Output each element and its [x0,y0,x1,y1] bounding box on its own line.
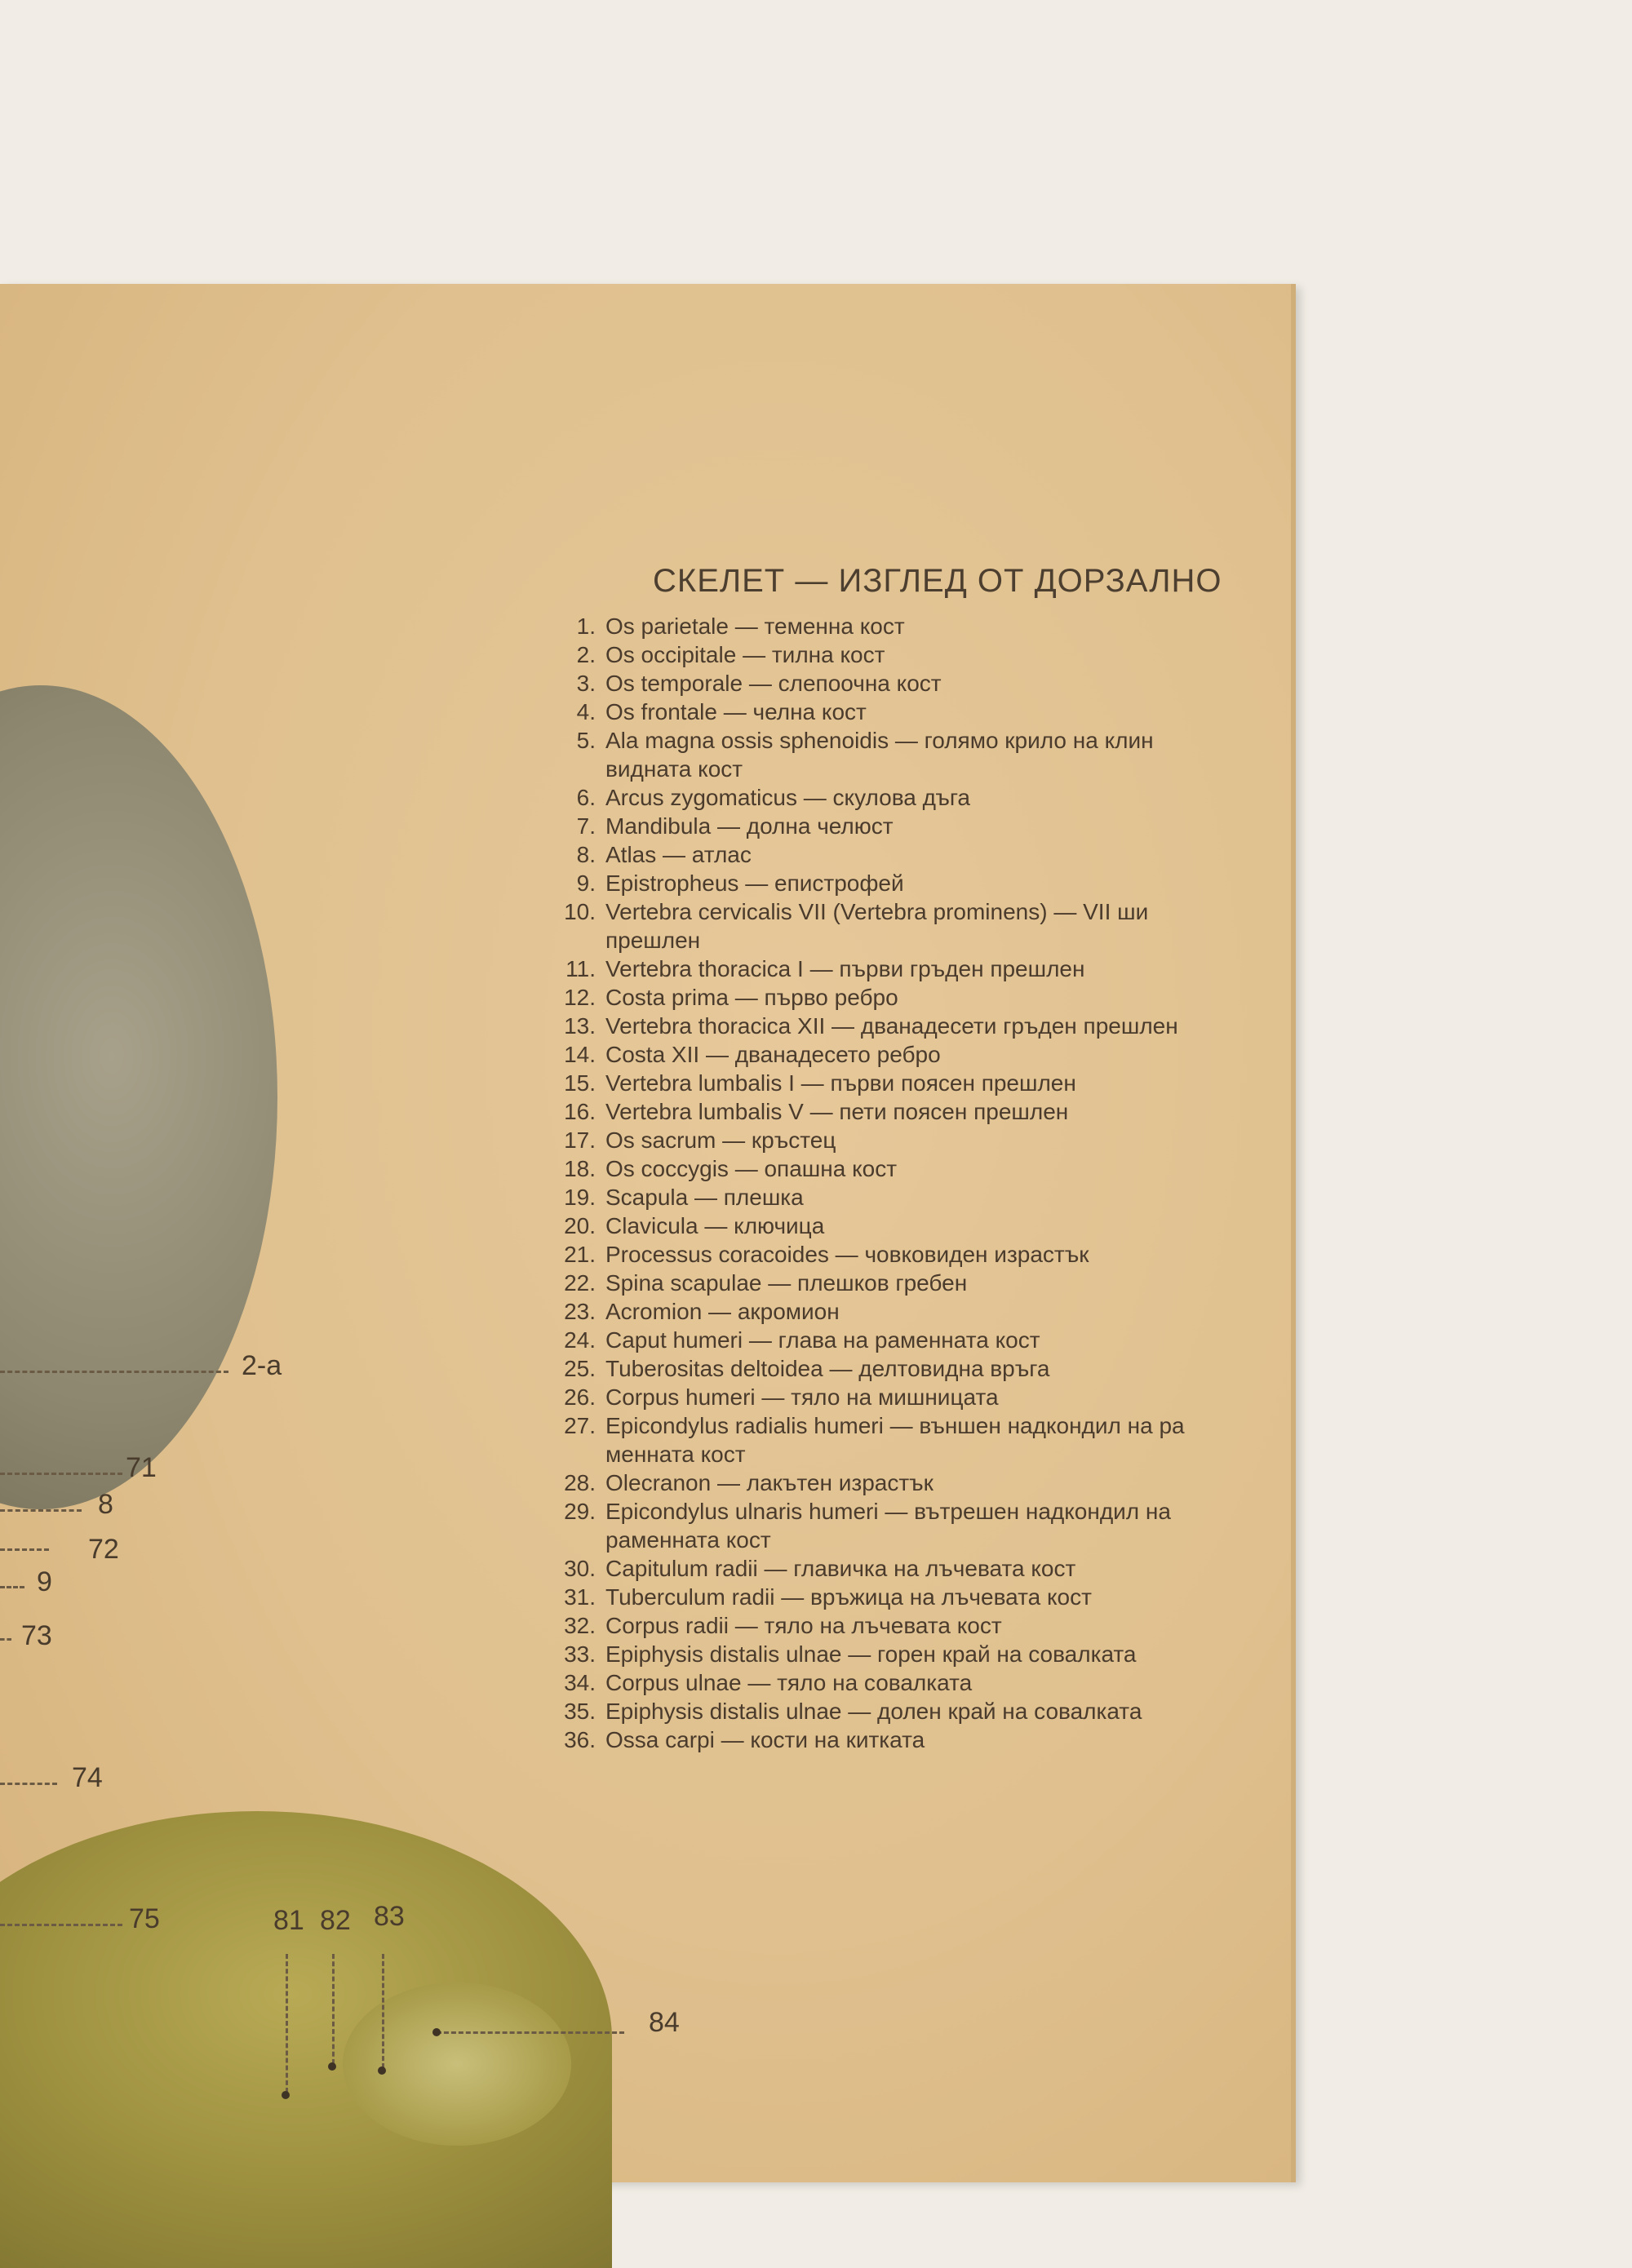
legend-item-text: Vertebra lumbalis V — пети поясен прешлен [605,1099,1069,1124]
legend-item-text: Clavicula — ключица [605,1213,825,1238]
legend-item-text: Vertebra cervicalis VII (Vertebra prominens) — VII ши [605,899,1149,924]
legend-title: СКЕЛЕТ — ИЗГЛЕД ОТ ДОРЗАЛНО [653,563,1222,599]
legend-item-text: Caput humeri — глава на раменната кост [605,1327,1040,1353]
leader-line-82 [332,1954,335,2064]
legend-item-text: Scapula — плешка [605,1185,804,1210]
legend-item [555,1468,1293,1497]
leader-dot-84 [432,2028,441,2036]
legend-item [555,1383,1293,1411]
legend-item-number: 24. [564,1327,596,1353]
legend-item-number: 4. [576,699,596,724]
legend-item-text: Corpus ulnae — тяло на совалката [605,1670,973,1695]
leader-dot-82 [328,2062,336,2071]
legend-item-number: 11. [565,956,596,981]
legend-item-text: Ala magna ossis sphenoidis — голямо крило на клин [605,728,1154,753]
legend-item-number: 17. [564,1127,596,1153]
legend-item-text: Ossa carpi — кости на китката [605,1727,925,1752]
legend-item [555,783,1293,812]
legend-item-text: Olecranon — лакътен израстък [605,1470,934,1495]
leader-line-83 [382,1954,384,2068]
callout-75: 75 [129,1903,160,1934]
legend-item-continuation: прешлен [605,928,701,953]
legend-item-number: 32. [564,1613,596,1638]
callout-82: 82 [320,1905,351,1936]
legend-item [555,840,1293,869]
legend-item [555,1040,1293,1069]
legend-item-text: Acromion — акромион [605,1299,840,1324]
legend-item [555,1640,1293,1668]
legend-item-number: 31. [564,1584,596,1610]
legend-item-number: 36. [564,1727,596,1752]
legend-item-text: Os occipitale — тилна кост [605,642,885,667]
legend-item [555,1212,1293,1240]
legend-item-number: 30. [564,1556,596,1581]
legend-item [555,640,1293,669]
legend-item-text: Vertebra thoracica XII — дванадесети гръден прешлен [605,1013,1178,1039]
leader-line-74 [0,1783,57,1785]
legend-item [555,1583,1293,1611]
legend-item-number: 21. [564,1242,596,1267]
leader-line-75 [0,1924,122,1926]
legend-item-number: 26. [564,1384,596,1410]
callout-74: 74 [72,1762,103,1793]
legend-item-text: Costa XII — дванадесето ребро [605,1042,941,1067]
legend-item-number: 12. [564,985,596,1010]
legend-item-number: 16. [564,1099,596,1124]
legend-item-text: Os parietale — теменна кост [605,614,905,639]
legend-item [555,1069,1293,1097]
legend-item-text: Epiphysis distalis ulnae — долен край на совалката [605,1699,1142,1724]
legend-item [555,897,1293,926]
legend-item-number: 7. [576,813,596,839]
legend-item-continuation: видната кост [605,756,743,782]
legend-item-text: Os sacrum — кръстец [605,1127,836,1153]
legend-item-number: 29. [564,1499,596,1524]
legend-item [555,1240,1293,1269]
legend-item [555,812,1293,840]
legend-item [555,1697,1293,1725]
legend-item-number: 2. [576,642,596,667]
leader-dot-83 [378,2066,386,2075]
legend-item-continuation: раменната кост [605,1527,771,1553]
legend-list [555,612,1293,1754]
legend-item-number: 33. [564,1641,596,1667]
legend-item [555,1497,1293,1526]
leader-line-2a [0,1371,228,1373]
legend-item [555,669,1293,698]
legend-item-number: 19. [564,1185,596,1210]
legend-item-text: Tuberositas deltoidea — делтовидна връга [605,1356,1050,1381]
legend-item-text: Epiphysis distalis ulnae — горен край на совалката [605,1641,1137,1667]
legend-item-text: Atlas — атлас [605,842,752,867]
callout-83: 83 [374,1901,405,1932]
legend-item-number: 15. [564,1070,596,1096]
legend-item [555,1183,1293,1212]
legend-item-text: Epistropheus — епистрофей [605,870,904,896]
legend-item [555,1297,1293,1326]
legend-item [555,1269,1293,1297]
legend-item-number: 22. [564,1270,596,1296]
legend-item-number: 23. [564,1299,596,1324]
legend-item [555,1411,1293,1440]
callout-71: 71 [126,1452,157,1483]
legend-item-text: Processus coracoides — човковиден израстък [605,1242,1089,1267]
leader-dot-81 [282,2091,290,2099]
callout-72: 72 [88,1534,119,1565]
legend-item-text: Tuberculum radii — връжица на лъчевата кост [605,1584,1092,1610]
legend-item-continuation: менната кост [605,1442,746,1467]
callout-9: 9 [37,1566,52,1597]
legend-item-number: 1. [576,614,596,639]
legend-item [555,983,1293,1012]
leader-line-71 [0,1473,122,1475]
callout-73: 73 [21,1620,52,1651]
legend-item-number: 5. [576,728,596,753]
leader-line-8 [0,1509,82,1512]
legend-item-text: Os temporale — слепоочна кост [605,671,942,696]
legend-item [555,1354,1293,1383]
legend-item-number: 27. [564,1413,596,1438]
legend-item-text: Corpus humeri — тяло на мишницата [605,1384,999,1410]
legend-item-number: 20. [564,1213,596,1238]
legend-item [555,1097,1293,1126]
legend-item [555,698,1293,726]
legend-item-number: 9. [576,870,596,896]
legend-item [555,1326,1293,1354]
legend-item [555,869,1293,897]
legend-item-number: 13. [564,1013,596,1039]
carpal-bones-illustration [343,1982,571,2146]
legend-item-text: Arcus zygomaticus — скулова дъга [605,785,971,810]
legend-item-text: Epicondylus ulnaris humeri — вътрешен надкондил на [605,1499,1171,1524]
legend-item-number: 8. [576,842,596,867]
callout-81: 81 [273,1905,304,1936]
legend-item-number: 28. [564,1470,596,1495]
legend-item-number: 18. [564,1156,596,1181]
legend-item [555,1668,1293,1697]
legend-item-text: Os frontale — челна кост [605,699,867,724]
legend-item-number: 6. [576,785,596,810]
callout-2a: 2-a [242,1350,282,1381]
legend-item-text: Vertebra thoracica I — първи гръден прешлен [605,956,1085,981]
legend-item-number: 14. [564,1042,596,1067]
legend-item [555,1554,1293,1583]
leader-line-9 [0,1586,24,1588]
legend-item [555,955,1293,983]
legend-item-text: Capitulum radii — главичка на лъчевата кост [605,1556,1076,1581]
leader-line-84 [437,2031,624,2034]
legend-item-number: 35. [564,1699,596,1724]
legend-item [555,1725,1293,1754]
legend-item-number: 10. [564,899,596,924]
legend-item-text: Vertebra lumbalis I — първи поясен прешлен [605,1070,1076,1096]
legend-item [555,1126,1293,1154]
legend-item [555,612,1293,640]
legend-item [555,1154,1293,1183]
callout-8: 8 [98,1489,113,1520]
legend-item-text: Corpus radii — тяло на лъчевата кост [605,1613,1002,1638]
legend-item-text: Spina scapulae — плешков гребен [605,1270,968,1296]
legend-item [555,1611,1293,1640]
legend-item [555,726,1293,755]
callout-84: 84 [649,2007,680,2038]
legend-item [555,1012,1293,1040]
legend-item-text: Mandibula — долна челюст [605,813,894,839]
leader-line-73 [0,1638,11,1641]
legend-item-number: 25. [564,1356,596,1381]
legend-item-number: 3. [576,671,596,696]
leader-line-72 [0,1548,49,1551]
leader-line-81 [286,1954,288,2093]
legend-item-number: 34. [564,1670,596,1695]
legend-item-text: Costa prima — първо ребро [605,985,898,1010]
legend-item-text: Os coccygis — опашна кост [605,1156,898,1181]
legend-item-text: Epicondylus radialis humeri — външен надкондил на ра [605,1413,1185,1438]
